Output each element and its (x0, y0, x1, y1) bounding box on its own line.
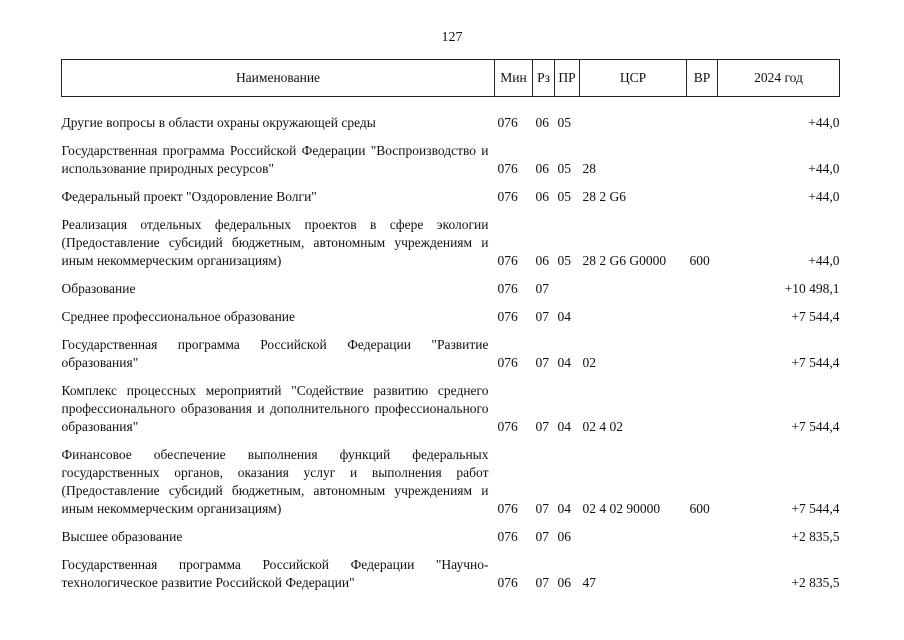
row-rz: 07 (535, 309, 549, 324)
header-vr: ВР (687, 60, 718, 97)
row-amount: +44,0 (808, 161, 840, 176)
row-csr: 02 (582, 355, 596, 370)
row-vr (687, 377, 718, 441)
row-min: 076 (497, 161, 518, 176)
page-number: 127 (441, 30, 463, 45)
row-pr: 04 (557, 355, 571, 370)
header-pr: ПР (555, 60, 580, 97)
row-rz: 06 (535, 189, 549, 204)
row-vr (687, 275, 718, 303)
row-vr: 600 (689, 253, 710, 268)
header-rz: Рз (533, 60, 555, 97)
row-pr (555, 275, 580, 303)
row-rz: 06 (535, 161, 549, 176)
row-name: Государственная программа Российской Федерации "Научно-технологическое развитие Российской Федерации" (61, 557, 489, 590)
row-rz: 07 (535, 501, 549, 516)
row-name: Высшее образование (61, 529, 183, 544)
table-row (62, 109, 840, 137)
row-name: Комплекс процессных мероприятий "Содействие развитию среднего профессионального образования и дополнительного профессионального образования" (61, 383, 489, 434)
table-row (62, 377, 840, 441)
row-pr: 06 (557, 575, 571, 590)
table-row (62, 523, 840, 551)
row-name: Государственная программа Российской Федерации "Развитие образования" (61, 337, 489, 370)
row-csr: 02 4 02 90000 (582, 501, 661, 516)
row-vr (687, 523, 718, 551)
row-name: Образование (61, 281, 136, 296)
row-rz: 07 (535, 355, 549, 370)
header-csr: ЦСР (580, 60, 687, 97)
row-amount: +7 544,4 (791, 309, 840, 324)
row-min: 076 (497, 355, 518, 370)
row-vr (687, 303, 718, 331)
row-min: 076 (497, 253, 518, 268)
row-pr: 04 (557, 419, 571, 434)
row-pr: 05 (557, 189, 571, 204)
row-vr (687, 183, 718, 211)
row-pr: 05 (557, 253, 571, 268)
row-csr (580, 275, 687, 303)
row-name: Финансовое обеспечение выполнения функций федеральных государственных органов, оказания услуг и выполнения работ (Предоставление субсидий бюджетным, автономным учреждениям и иным некоммерческим организациям) (61, 447, 489, 516)
table-row (62, 551, 840, 597)
row-vr (687, 137, 718, 183)
table-row (62, 275, 840, 303)
row-amount: +44,0 (808, 189, 840, 204)
table-header-row (62, 60, 840, 97)
row-amount: +7 544,4 (791, 355, 840, 370)
table-row (62, 441, 840, 523)
row-csr: 28 (582, 161, 596, 176)
table-row (62, 137, 840, 183)
row-min: 076 (497, 419, 518, 434)
row-min: 076 (497, 529, 518, 544)
row-amount: +2 835,5 (791, 529, 840, 544)
header-name: Наименование (62, 60, 495, 97)
row-amount: +44,0 (808, 253, 840, 268)
row-name: Реализация отдельных федеральных проектов в сфере экологии (Предоставление субсидий бюджетным, автономным учреждениям и иным некоммерческим организациям) (61, 217, 489, 268)
row-min: 076 (497, 189, 518, 204)
row-name: Федеральный проект "Оздоровление Волги" (61, 189, 317, 204)
row-csr (580, 523, 687, 551)
table-row (62, 331, 840, 377)
row-rz: 06 (535, 115, 549, 130)
row-min: 076 (497, 575, 518, 590)
row-csr: 28 2 G6 (582, 189, 626, 204)
row-name: Государственная программа Российской Федерации "Воспроизводство и использование природных ресурсов" (61, 143, 489, 176)
row-amount: +7 544,4 (791, 501, 840, 516)
row-csr: 28 2 G6 G0000 (582, 253, 667, 268)
table-row (62, 183, 840, 211)
row-rz: 06 (535, 253, 549, 268)
header-min: Мин (495, 60, 533, 97)
row-pr: 05 (557, 115, 571, 130)
row-vr (687, 109, 718, 137)
row-min: 076 (497, 115, 518, 130)
row-csr (580, 109, 687, 137)
row-name: Среднее профессиональное образование (61, 309, 296, 324)
row-vr: 600 (689, 501, 710, 516)
row-csr (580, 303, 687, 331)
row-vr (687, 551, 718, 597)
row-min: 076 (497, 281, 518, 296)
row-csr: 47 (582, 575, 596, 590)
row-vr (687, 331, 718, 377)
row-pr: 04 (557, 501, 571, 516)
row-csr: 02 4 02 (582, 419, 623, 434)
row-pr: 06 (557, 529, 571, 544)
row-rz: 07 (535, 575, 549, 590)
table-row (62, 303, 840, 331)
row-min: 076 (497, 309, 518, 324)
row-pr: 04 (557, 309, 571, 324)
row-amount: +7 544,4 (791, 419, 840, 434)
row-pr: 05 (557, 161, 571, 176)
table-row (62, 211, 840, 275)
row-name: Другие вопросы в области охраны окружающей среды (61, 115, 376, 130)
row-rz: 07 (535, 281, 549, 296)
row-rz: 07 (535, 529, 549, 544)
row-amount: +44,0 (808, 115, 840, 130)
header-year: 2024 год (718, 60, 840, 97)
row-amount: +2 835,5 (791, 575, 840, 590)
row-rz: 07 (535, 419, 549, 434)
row-min: 076 (497, 501, 518, 516)
row-amount: +10 498,1 (784, 281, 840, 296)
budget-table (61, 59, 840, 597)
